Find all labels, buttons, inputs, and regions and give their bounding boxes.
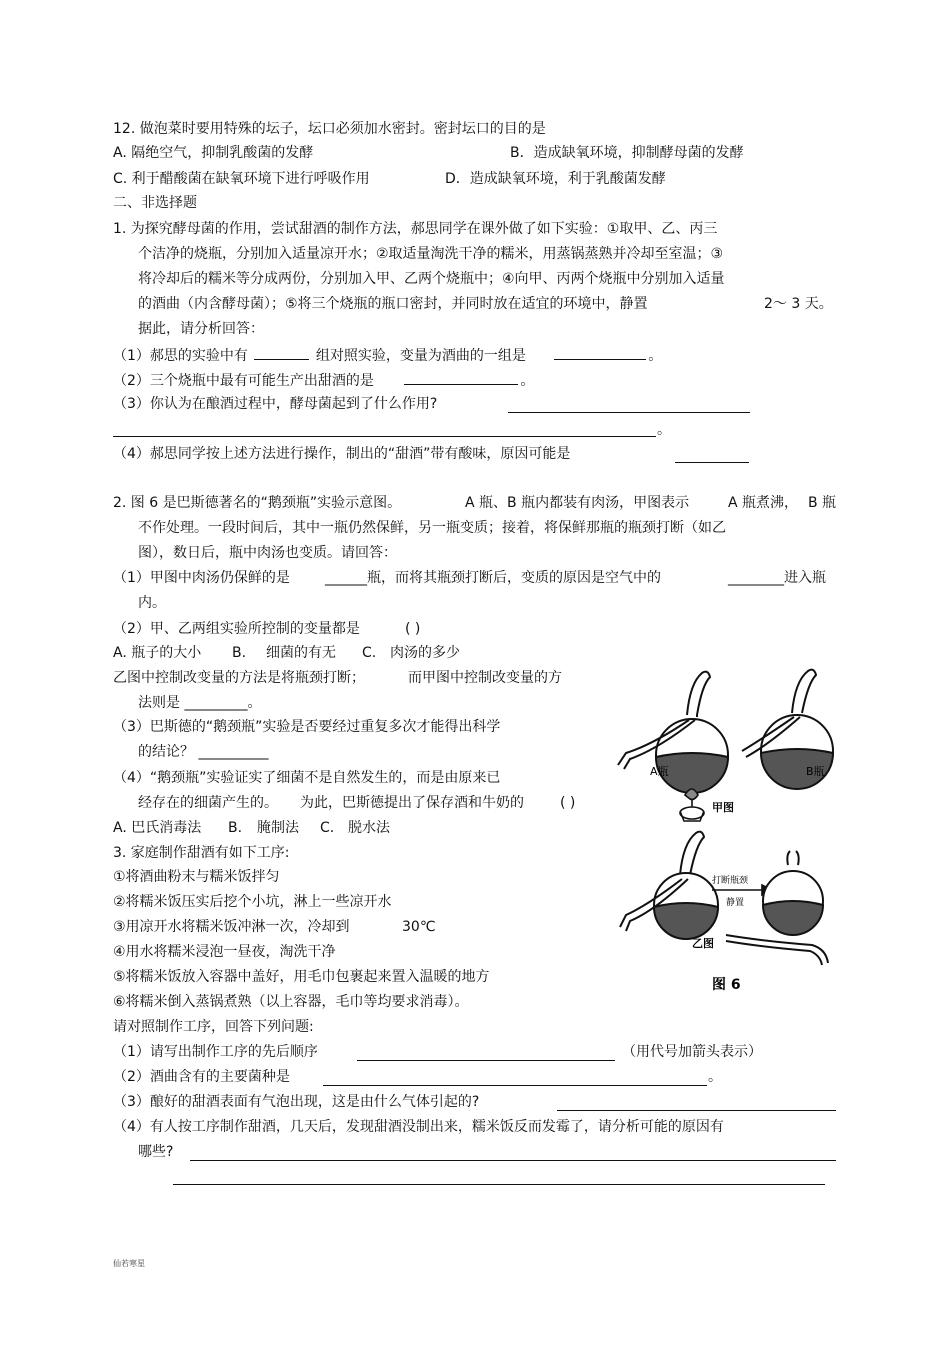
p2-q3-b: 的结论？ __________	[138, 744, 269, 760]
flask-a	[618, 672, 728, 793]
label-jia: 甲图	[712, 801, 734, 814]
label-break-neck: 打断瓶颈	[712, 876, 749, 886]
q12-option-c: C. 利于醋酸菌在缺氧环境下进行呼吸作用	[113, 171, 370, 187]
p1-line5: 据此，请分析回答：	[138, 321, 264, 337]
p2-line1: 2. 图 6 是巴斯德著名的“鹅颈瓶”实验示意图。	[113, 495, 402, 511]
q12-option-a: A. 隔绝空气，抑制乳酸菌的发酵	[113, 145, 314, 161]
p3-intro: 请对照制作工序，回答下列问题:	[113, 1019, 314, 1035]
flask-yi-broken	[726, 851, 828, 965]
p2-line2: 不作处理。一段时间后，其中一瓶仍然保鲜，另一瓶变质；接着，将保鲜那瓶的瓶颈打断（如乙	[138, 520, 726, 536]
p2-q4: （4）“鹅颈瓶”实验证实了细菌不是自然发生的，而是由原来已	[113, 770, 501, 786]
p1-q1: （1）郝思的实验中有 组对照实验，变量为酒曲的一组是 。	[113, 345, 662, 365]
p2-q4-option-c-text: 脱水法	[348, 820, 390, 836]
p3-step-3: ③用凉开水将糯米饭冲淋一次，冷却到	[113, 919, 350, 935]
p2-q1-c: ________进入瓶	[728, 570, 826, 586]
p3-step-4: ④用水将糯米浸泡一昼夜，淘洗干净	[113, 944, 336, 960]
p2-line1-b: A 瓶、B 瓶内都装有肉汤，甲图表示	[465, 495, 690, 511]
answer-line[interactable]	[190, 1160, 836, 1161]
p3-q1-note: （用代号加箭头表示）	[622, 1044, 762, 1060]
p1-line4-days: 2～ 3 天。	[764, 296, 833, 312]
p2-method-line1: 乙图中控制改变量的方法是将瓶颈打断；	[113, 670, 365, 686]
p3-heading: 3. 家庭制作甜酒有如下工序:	[113, 845, 290, 861]
p2-method-line2: 法则是 _________。	[138, 695, 262, 711]
p2-q4-option-a: A. 巴氏消毒法	[113, 820, 202, 836]
p2-line1-c: A 瓶煮沸，	[728, 495, 799, 511]
p3-step-2: ②将糯米饭压实后挖个小坑，淋上一些凉开水	[113, 894, 392, 910]
p3-q3: （3）酿好的甜酒表面有气泡出现，这是由什么气体引起的?	[113, 1094, 480, 1110]
p2-q1-b: ______瓶，而将其瓶颈打断后，变质的原因是空气中的	[325, 570, 661, 586]
p2-q4-paren: ( )	[560, 795, 576, 811]
p1-q2: （2）三个烧瓶中最有可能生产出甜酒的是 。	[113, 370, 534, 390]
p2-q2-option-b-text: 细菌的有无	[266, 645, 336, 661]
p2-q4-option-b: B.	[228, 820, 243, 836]
section-heading: 二、非选择题	[113, 195, 197, 211]
p2-q4-b: 经存在的细菌产生的。	[138, 795, 278, 811]
answer-line[interactable]	[357, 1060, 615, 1061]
p3-step-1: ①将酒曲粉末与糯米饭拌匀	[113, 869, 280, 885]
answer-blank[interactable]	[254, 345, 309, 360]
p2-q4-option-b-text: 腌制法	[257, 820, 299, 836]
p2-q3: （3）巴斯德的“鹅颈瓶”实验是否要经过重复多次才能得出科学	[113, 719, 501, 735]
p3-step-6: ⑥将糯米倒入蒸锅煮熟（以上容器，毛巾等均要求消毒）。	[113, 994, 469, 1010]
p1-q3-end: 。	[657, 422, 671, 438]
answer-line[interactable]	[557, 1110, 836, 1111]
p2-q2-option-b: B.	[232, 645, 247, 661]
p3-q2: （2）酒曲含有的主要菌种是	[113, 1069, 290, 1085]
p1-q3: （3）你认为在酿酒过程中，酵母菌起到了什么作用?	[113, 396, 438, 412]
p3-q4: （4）有人按工序制作甜酒，几天后，发现甜酒没制出来，糯米饭反而发霉了，请分析可能的原因有	[113, 1119, 724, 1135]
p2-q1: （1）甲图中肉汤仍保鲜的是	[113, 570, 290, 586]
answer-blank[interactable]	[404, 370, 518, 385]
p3-q4-b: 哪些?	[138, 1144, 174, 1160]
footer-text: 仙若寒星	[113, 1259, 145, 1268]
p2-q2-option-c-text: 肉汤的多少	[390, 645, 460, 661]
p2-q2-paren: ( )	[405, 621, 421, 637]
label-yi: 乙图	[692, 937, 714, 950]
q12-option-b: B．造成缺氧环境，抑制酵母菌的发酵	[510, 145, 744, 161]
flask-yi-intact	[620, 832, 718, 939]
p1-line2: 个洁净的烧瓶，分别加入适量凉开水；②取适量淘洗干净的糯米，用蒸锅蒸熟并冷却至室温；③	[138, 246, 724, 262]
label-stand: 静置	[726, 898, 745, 908]
answer-line[interactable]	[675, 462, 749, 463]
p2-q2: （2）甲、乙两组实验所控制的变量都是	[113, 621, 360, 637]
p2-method-line1-b: 而甲图中控制改变量的方	[408, 670, 562, 686]
p3-q2-end: 。	[708, 1069, 722, 1085]
p2-q2-option-c: C.	[362, 645, 377, 661]
p2-q2-option-a: A. 瓶子的大小	[113, 645, 202, 661]
p2-q1-d: 内。	[138, 595, 166, 611]
figure-caption: 图 6	[712, 977, 741, 993]
p1-line3: 将冷却后的糯米等分成两份，分别加入甲、乙两个烧瓶中；④向甲、丙两个烧瓶中分别加入适量	[138, 271, 725, 287]
answer-line[interactable]	[323, 1085, 707, 1086]
p3-step-3-temp: 30℃	[402, 919, 436, 935]
label-a-flask: A瓶	[650, 765, 669, 778]
answer-blank[interactable]	[554, 345, 646, 360]
p1-line1: 1. 为探究酵母菌的作用，尝试甜酒的制作方法，郝思同学在课外做了如下实验：①取甲、乙、丙三	[113, 221, 718, 237]
answer-line[interactable]	[173, 1184, 825, 1185]
label-b-flask: B瓶	[806, 765, 825, 778]
answer-line[interactable]	[508, 412, 750, 413]
p3-step-5: ⑤将糯米饭放入容器中盖好，用毛巾包裹起来置入温暖的地方	[113, 969, 490, 985]
q12-stem: 12. 做泡菜时要用特殊的坛子，坛口必须加水密封。密封坛口的目的是	[113, 121, 546, 137]
p2-q4-option-c: C.	[320, 820, 335, 836]
alcohol-burner	[680, 789, 704, 821]
p3-q1: （1）请写出制作工序的先后顺序	[113, 1044, 318, 1060]
q12-option-d: D．造成缺氧环境，利于乳酸菌发酵	[445, 171, 666, 187]
answer-line[interactable]	[113, 436, 656, 437]
p2-line3: 图），数日后，瓶中肉汤也变质。请回答：	[138, 545, 397, 561]
p2-line1-d: B 瓶	[808, 495, 837, 511]
figure-6-goose-neck-flask	[612, 665, 844, 999]
p2-q4-c: 为此，巴斯德提出了保存酒和牛奶的	[300, 795, 524, 811]
p1-line4: 的酒曲（内含酵母菌）；⑤将三个烧瓶的瓶口密封，并同时放在适宜的环境中，静置	[138, 296, 648, 312]
p1-q4: （4）郝思同学按上述方法进行操作，制出的“甜酒”带有酸味，原因可能是	[113, 446, 571, 462]
